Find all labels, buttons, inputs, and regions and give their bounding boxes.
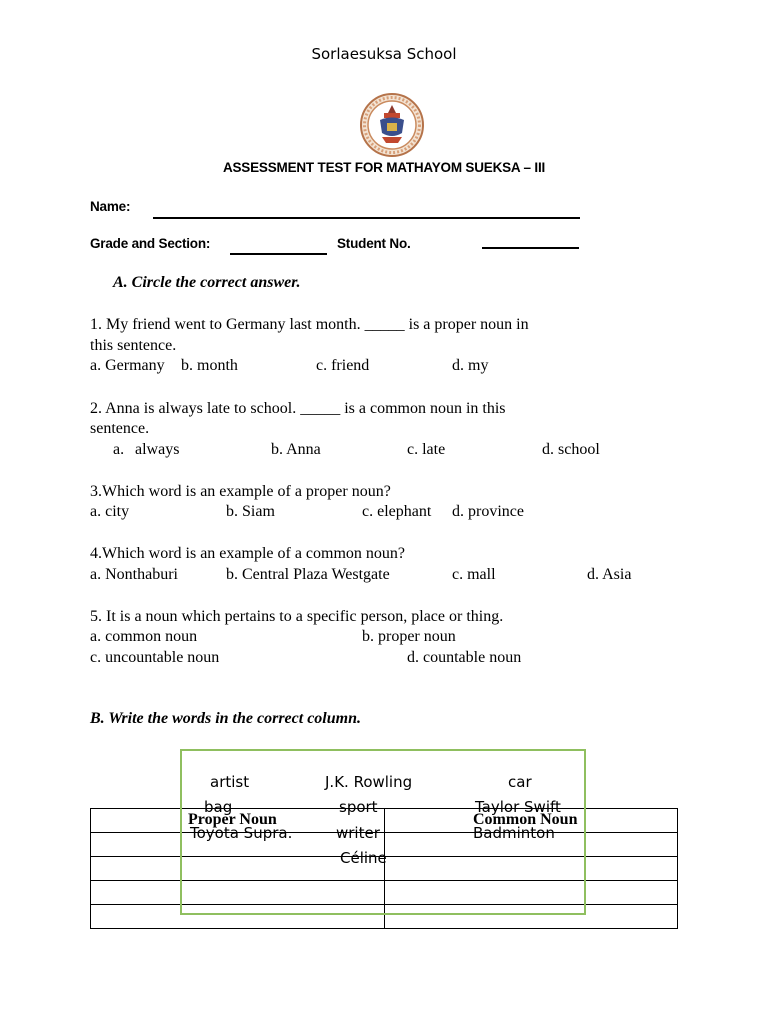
q1-option-c[interactable]: c. friend [316,357,370,374]
q2-option-d[interactable]: d. school [542,441,600,458]
word-bank-item: Toyota Supra. [190,824,293,842]
q2-option-b[interactable]: b. Anna [271,441,321,458]
q5-option-c[interactable]: c. uncountable noun [90,649,220,666]
q3-option-b[interactable]: b. Siam [226,503,275,520]
q4-option-a[interactable]: a. Nonthaburi [90,566,178,583]
word-bank-item: Céline [340,849,387,867]
grade-section-label: Grade and Section: [90,236,211,251]
q2-option-a[interactable]: always [135,441,180,458]
q2-option-c[interactable]: c. late [407,441,446,458]
q1-text-line2: this sentence. [90,337,177,354]
q4-text: 4.Which word is an example of a common noun? [90,545,406,562]
name-line[interactable] [153,217,580,219]
school-seal-logo [360,93,424,157]
q4-option-d[interactable]: d. Asia [587,566,632,583]
word-bank-item: Badminton [473,824,555,842]
grade-section-line[interactable] [230,253,327,255]
q3-option-c[interactable]: c. elephant [362,503,432,520]
word-bank-item: Taylor Swift [475,798,561,816]
test-title: ASSESSMENT TEST FOR MATHAYOM SUEKSA – III [222,160,546,175]
q1-text-line1: 1. My friend went to Germany last month. _____ is a proper noun in [90,316,529,333]
student-no-line[interactable] [482,247,579,249]
section-b-heading: B. Write the words in the correct column. [90,710,361,727]
word-bank-item: writer [336,824,380,842]
q2-text-line2: sentence. [90,420,150,437]
q3-text: 3.Which word is an example of a proper noun? [90,483,391,500]
q1-option-b[interactable]: b. month [181,357,238,374]
word-bank-item: sport [339,798,378,816]
word-bank-item: bag [204,798,233,816]
q2-text-line1: 2. Anna is always late to school. _____ is a common noun in this [90,400,506,417]
q4-option-c[interactable]: c. mall [452,566,496,583]
word-bank-item: car [508,773,532,791]
word-bank-item: J.K. Rowling [325,773,413,791]
q5-text: 5. It is a noun which pertains to a specific person, place or thing. [90,608,504,625]
q5-option-d[interactable]: d. countable noun [407,649,522,666]
q1-option-d[interactable]: d. my [452,357,489,374]
word-bank-item: artist [210,773,250,791]
student-no-label: Student No. [337,236,411,251]
q5-option-b[interactable]: b. proper noun [362,628,456,645]
section-a-heading: A. Circle the correct answer. [113,274,301,291]
q3-option-d[interactable]: d. province [452,503,524,520]
name-label: Name: [90,199,131,214]
q5-option-a[interactable]: a. common noun [90,628,198,645]
q4-option-b[interactable]: b. Central Plaza Westgate [226,566,390,583]
school-name: Sorlaesuksa School [311,45,457,63]
proper-noun-column-header: Proper Noun [188,811,277,828]
q1-option-a[interactable]: a. Germany [90,357,165,374]
common-noun-column-header: Common Noun [473,811,578,828]
q3-option-a[interactable]: a. city [90,503,130,520]
q2-option-a-letter[interactable]: a. [113,441,125,458]
